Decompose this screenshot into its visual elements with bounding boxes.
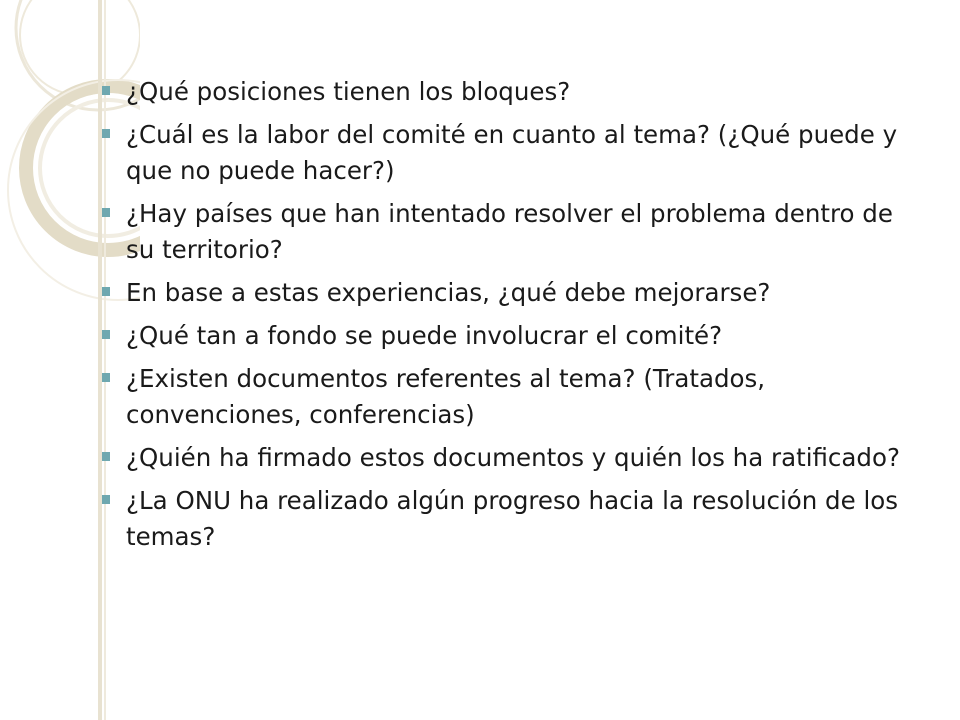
square-bullet-icon: [102, 86, 110, 95]
bullet-item: [102, 196, 902, 268]
bullet-text: ¿Cuál es la labor del comité en cuanto al tema? (¿Qué puede y que no puede hacer?): [126, 120, 898, 185]
square-bullet-icon: [102, 452, 110, 461]
bullet-item: [102, 318, 902, 354]
bullet-text: ¿Qué tan a fondo se puede involucrar el comité?: [126, 321, 723, 350]
bullet-text: ¿Hay países que han intentado resolver el problema dentro de su territorio?: [126, 199, 893, 264]
bullet-text: ¿Qué posiciones tienen los bloques?: [126, 77, 571, 106]
bullet-item: [102, 440, 902, 476]
bullet-text: ¿Quién ha firmado estos documentos y quién los ha ratificado?: [126, 443, 900, 472]
square-bullet-icon: [102, 330, 110, 339]
bullet-item: [102, 483, 902, 555]
bullet-item: [102, 275, 902, 311]
square-bullet-icon: [102, 373, 110, 382]
square-bullet-icon: [102, 129, 110, 138]
bullet-list: [102, 74, 902, 562]
bullet-item: [102, 361, 902, 433]
square-bullet-icon: [102, 208, 110, 217]
bullet-item: [102, 117, 902, 189]
bullet-text: ¿Existen documentos referentes al tema? (Tratados, convenciones, conferencias): [126, 364, 766, 429]
square-bullet-icon: [102, 287, 110, 296]
square-bullet-icon: [102, 495, 110, 504]
bullet-text: En base a estas experiencias, ¿qué debe mejorarse?: [126, 278, 771, 307]
bullet-item: [102, 74, 902, 110]
bullet-text: ¿La ONU ha realizado algún progreso hacia la resolución de los temas?: [126, 486, 899, 551]
